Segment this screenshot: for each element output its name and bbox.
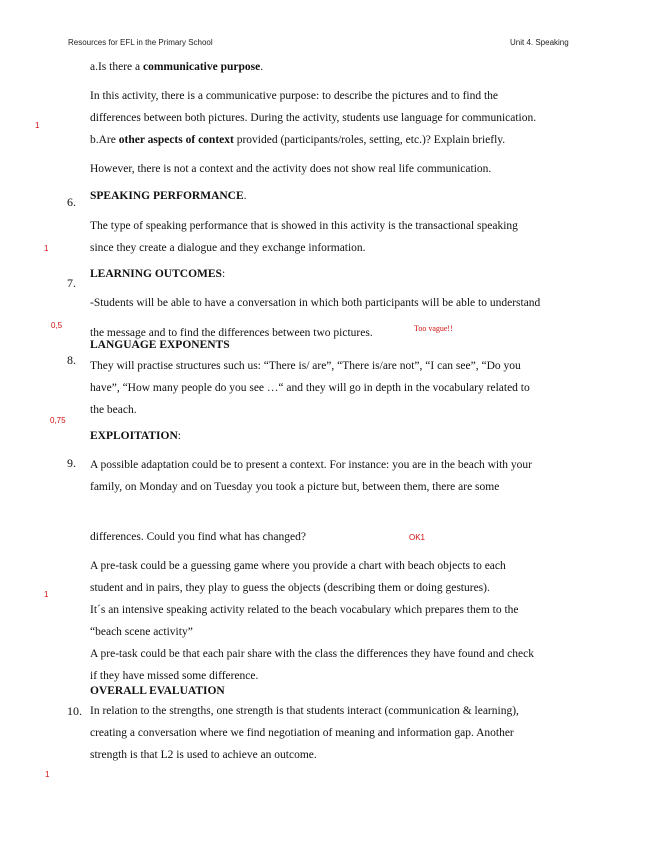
header-left: Resources for EFL in the Primary School <box>68 38 213 47</box>
section-6-number: 6. <box>67 195 76 209</box>
question-a-suffix: . <box>260 61 264 73</box>
section-8-title: LANGUAGE EXPONENTS <box>90 339 230 351</box>
section-9-line7: “beach scene activity” <box>90 626 193 638</box>
section-7-title-suffix: : <box>221 268 226 280</box>
section-7-title-text: LEARNING OUTCOMES <box>90 268 222 280</box>
grade-mark-6: 1 <box>45 770 50 779</box>
header-right: Unit 4. Speaking <box>510 38 569 47</box>
question-b <box>90 129 505 151</box>
answer-a-line1: In this activity, there is a communicative purpose: to describe the pictures and to find the <box>90 90 499 102</box>
question-a <box>90 56 263 78</box>
section-7-number: 7. <box>67 276 76 290</box>
section-7-title <box>90 263 225 285</box>
question-b-suffix: provided (participants/roles, setting, etc.)? Explain briefly. <box>233 134 506 146</box>
answer-b: However, there is not a context and the activity does not show real life communication. <box>90 163 492 175</box>
section-9-line9: if they have missed some difference. <box>90 670 259 682</box>
section-9-line1: A possible adaptation could be to present a context. For instance: you are in the beach with your <box>90 459 532 471</box>
section-8-number: 8. <box>67 353 76 367</box>
section-9-title-text: EXPLOITATION <box>90 430 178 442</box>
section-9-line2: family, on Monday and on Tuesday you took a picture but, between them, there are some <box>90 481 500 493</box>
section-10-line2: creating a conversation where we find negotiation of meaning and information gap. Another <box>90 727 514 739</box>
answer-a-line2: differences between both pictures. During the activity, students use language for communication. <box>90 112 537 124</box>
section-7-line1: -Students will be able to have a conversation in which both participants will be able to understand <box>90 297 541 309</box>
section-10-line3: strength is that L2 is used to achieve an outcome. <box>90 749 317 761</box>
section-9-title-suffix: : <box>177 430 181 442</box>
section-6-title-text: SPEAKING PERFORMANCE <box>90 190 244 202</box>
section-8-line1: They will practise structures such us: “There is/ are”, “There is/are not”, “I can see”, “Do you <box>90 360 521 372</box>
question-b-bold: other aspects of context <box>118 134 234 146</box>
section-9-line6: It´s an intensive speaking activity related to the beach vocabulary which prepares them to the <box>90 604 519 616</box>
grade-mark-3: 0,5 <box>51 321 63 330</box>
section-6-title <box>90 185 247 207</box>
section-9-line8: A pre-task could be that each pair share with the class the differences they have found and check <box>90 648 534 660</box>
question-a-text: a.Is there a <box>90 61 143 73</box>
question-a-bold: communicative purpose <box>143 61 261 73</box>
section-9-line4: A pre-task could be a guessing game where you provide a chart with beach objects to each <box>90 560 506 572</box>
section-6-line2: since they create a dialogue and they exchange information. <box>90 242 366 254</box>
section-10-title: OVERALL EVALUATION <box>90 685 225 697</box>
grade-mark-4: 0,75 <box>50 416 66 425</box>
section-9-line3: differences. Could you find what has changed? <box>90 531 306 543</box>
grade-mark-2: 1 <box>44 244 49 253</box>
section-6-line1: The type of speaking performance that is showed in this activity is the transactional speaking <box>90 220 518 232</box>
section-8-line3: the beach. <box>90 404 137 416</box>
comment-ok: OK1 <box>409 533 426 542</box>
question-b-text: b.Are <box>90 134 119 146</box>
section-7-line2: the message and to find the differences between two pictures. <box>90 327 373 339</box>
section-8-line2: have”, “How many people do you see …“ and they will go in depth in the vocabulary related to <box>90 382 530 394</box>
section-9-line5: student and in pairs, they play to guess the objects (describing them or doing gestures). <box>90 582 490 594</box>
section-9-number: 9. <box>67 456 76 470</box>
section-9-title <box>90 425 181 447</box>
section-10-line1: In relation to the strengths, one strength is that students interact (communication & learning), <box>90 705 519 717</box>
section-6-title-suffix: . <box>243 190 247 202</box>
section-10-number: 10. <box>67 704 82 718</box>
grade-mark-1: 1 <box>35 121 40 130</box>
grade-mark-5: 1 <box>44 590 49 599</box>
comment-too-vague: Too vague!! <box>414 324 453 333</box>
